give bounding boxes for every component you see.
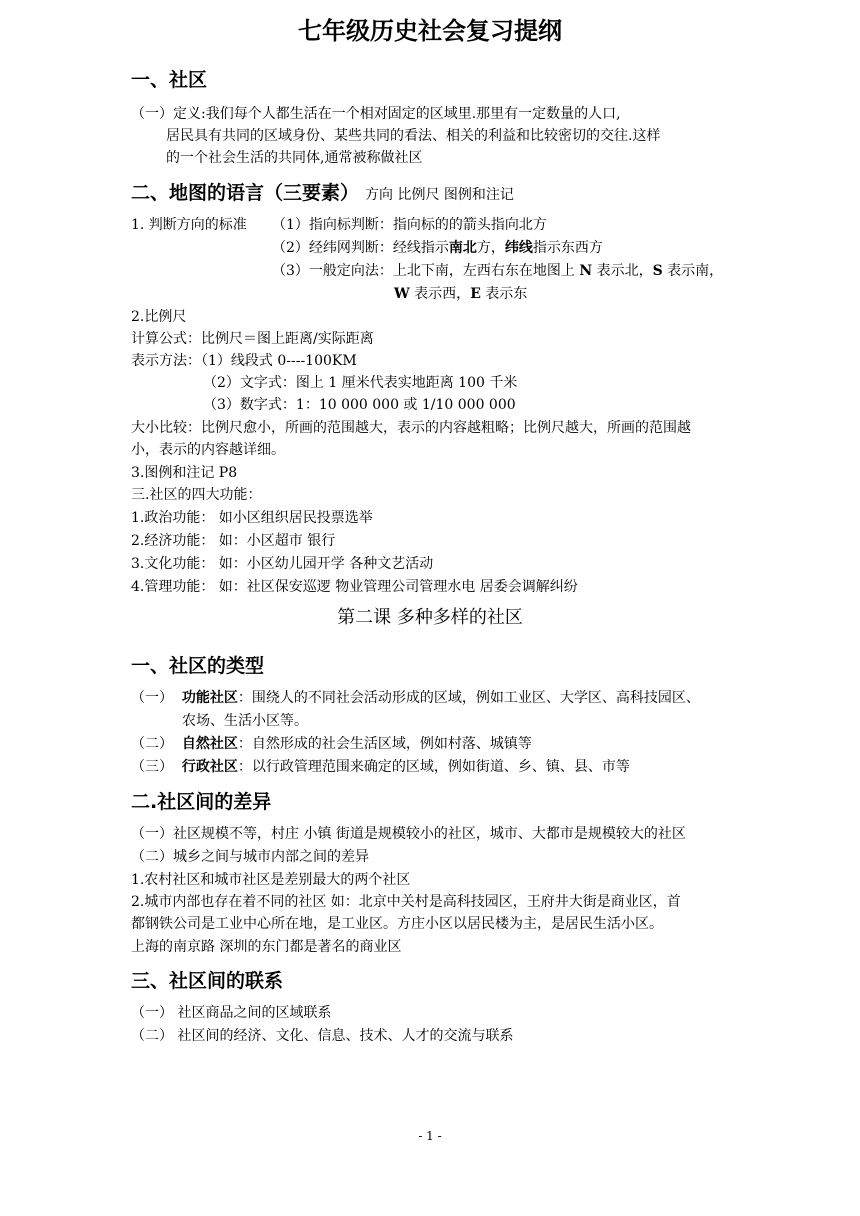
- direction-method-2-bold-lat: 纬线: [504, 240, 533, 256]
- function-economic: 2.经济功能： 如：小区超市 银行: [131, 533, 336, 549]
- type-description: ：围绕人的不同社会活动形成的区域，例如工业区、大学区、高科技园区、: [237, 690, 700, 706]
- scale-method-line: 表示方法：（1）线段式 0----100KM: [131, 353, 357, 369]
- difference-line-6: 上海的南京路 深圳的东门都是著名的商业区: [131, 939, 402, 955]
- type-administrative: [131, 756, 630, 778]
- type-description: ：自然形成的社会生活区域，例如村落、城镇等: [237, 736, 532, 752]
- type-name: 自然社区: [181, 736, 238, 752]
- page-number: - 1 -: [418, 1129, 442, 1143]
- direction-method-3-text: （3）一般定向法：上北下南，左西右东在地图上: [272, 263, 580, 279]
- map-language-title: 二、地图的语言（三要素）: [131, 182, 360, 204]
- direction-method-3-text: 表示东: [480, 286, 528, 302]
- difference-line-4: 2.城市内部也存在着不同的社区 如：北京中关村是高科技园区，王府井大街是商业区，首: [131, 894, 681, 910]
- functions-title: 三.社区的四大功能：: [131, 487, 262, 503]
- section-heading-map-language: [131, 179, 514, 209]
- section-heading-community-types: 一、社区的类型: [131, 655, 265, 677]
- direction-method-2-text: 指示东西方: [532, 240, 603, 256]
- type-description: ：以行政管理范围来确定的区域，例如街道、乡、镇、县、市等: [237, 759, 630, 775]
- difference-line-1: （一）社区规模不等，村庄 小镇 街道是规模较小的社区，城市、大都市是规模较大的社区: [131, 826, 686, 842]
- section-heading-differences: 二.社区间的差异: [131, 791, 272, 813]
- direction-method-2-text: （2）经纬网判断：经线指示: [272, 240, 449, 256]
- scale-compare-line-2: 小，表示的内容越详细。: [131, 442, 285, 458]
- scale-method-text: （2）文字式：图上 1 厘米代表实地距离 100 千米: [203, 375, 518, 391]
- direction-method-2: [272, 237, 603, 259]
- type-name: 行政社区: [181, 759, 238, 775]
- section-heading-connections: 三、社区间的联系: [131, 970, 284, 992]
- connection-line-1: （一） 社区商品之间的区域联系: [131, 1005, 332, 1021]
- difference-line-5: 都钢铁公司是工业中心所在地，是工业区。方庄小区以居民楼为主，是居民生活小区。: [131, 916, 663, 932]
- direction-method-3-text: 表示西，: [409, 286, 471, 302]
- direction-s: S: [652, 263, 663, 279]
- direction-method-3-text: 表示北，: [592, 263, 653, 279]
- difference-line-3: 1.农村社区和城市社区是差别最大的两个社区: [131, 872, 411, 888]
- direction-method-1: （1）指向标判断：指向标的的箭头指向北方: [272, 217, 547, 233]
- type-natural: [131, 733, 532, 755]
- function-political: 1.政治功能： 如小区组织居民投票选举: [131, 510, 373, 526]
- function-management: 4.管理功能： 如：社区保安巡逻 物业管理公司管理水电 居委会调解纠纷: [131, 579, 578, 595]
- map-language-subtitle: 方向 比例尺 图例和注记: [365, 187, 514, 203]
- direction-e: E: [470, 286, 481, 302]
- type-number: （二）: [131, 736, 173, 752]
- connection-line-2: （二） 社区间的经济、文化、信息、技术、人才的交流与联系: [131, 1028, 514, 1044]
- definition-line-1: （一）定义:我们每个人都生活在一个相对固定的区域里.那里有一定数量的人口,: [131, 106, 621, 122]
- lesson-two-title: 第二课 多种多样的社区: [337, 607, 523, 628]
- type-number: （一）: [131, 690, 173, 706]
- type-functional-cont: 农场、生活小区等。: [182, 713, 308, 729]
- direction-n: N: [579, 263, 593, 279]
- function-cultural: 3.文化功能： 如：小区幼儿园开学 各种文艺活动: [131, 556, 434, 572]
- type-functional: [131, 687, 700, 709]
- legend-note: 3.图例和注记 P8: [131, 465, 238, 481]
- direction-method-2-text: 方，: [476, 240, 505, 256]
- difference-line-2: （二）城乡之间与城市内部之间的差异: [131, 849, 369, 865]
- scale-title: 2.比例尺: [131, 309, 187, 325]
- scale-formula: 计算公式：比例尺＝图上距离/实际距离: [131, 331, 374, 347]
- document-title: 七年级历史社会复习提纲: [298, 17, 562, 45]
- scale-method-number: （3）数字式：1：10 000 000 或 1/10 000 000: [203, 397, 516, 413]
- definition-line-3: 的一个社会生活的共同体,通常被称做社区: [166, 150, 423, 166]
- direction-method-3-text: 表示南，: [662, 263, 724, 279]
- direction-method-3: [272, 260, 723, 282]
- direction-method-2-bold-ns: 南北: [448, 240, 477, 256]
- section-heading-community: 一、社区: [131, 69, 208, 91]
- direction-method-3-cont: [394, 283, 527, 305]
- type-number: （三）: [131, 759, 173, 775]
- direction-w: W: [394, 286, 410, 302]
- scale-compare-line-1: 大小比较：比例尺愈小，所画的范围越大，表示的内容越粗略；比例尺越大，所画的范围越: [131, 420, 691, 436]
- type-name: 功能社区: [181, 690, 238, 706]
- direction-label: 1. 判断方向的标准: [131, 217, 247, 233]
- definition-line-2: 居民具有共同的区域身份、某些共同的看法、相关的利益和比较密切的交往.这样: [166, 128, 661, 144]
